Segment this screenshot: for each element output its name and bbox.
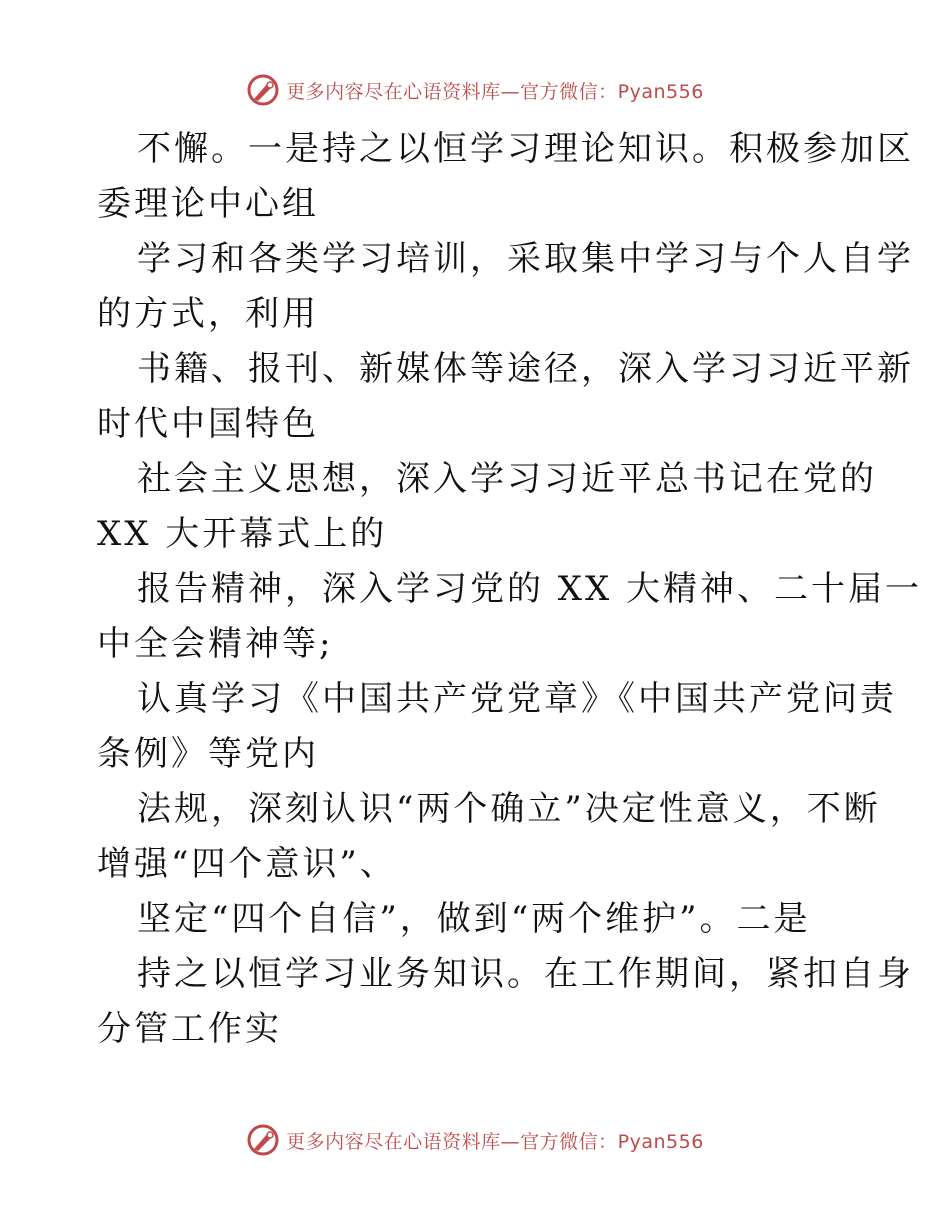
text-line: 社会主义思想，深入学习习近平总书记在党的: [137, 459, 877, 499]
watermark-text: 更多内容尽在心语资料库—官方微信：Pyan556: [286, 80, 704, 103]
text-line: 认真学习《中国共产党党章》《中国共产党问责: [137, 679, 897, 719]
text-line: 时代中国特色: [97, 404, 319, 444]
text-line: 的方式，利用: [97, 294, 319, 334]
watermark-text: 更多内容尽在心语资料库—官方微信：Pyan556: [286, 1130, 704, 1153]
text-line: XX 大开幕式上的: [97, 514, 388, 554]
text-line: 条例》等党内: [97, 734, 319, 774]
pen-logo-icon: [246, 1123, 280, 1157]
text-line: 法规，深刻认识“两个确立”决定性意义，不断: [137, 789, 881, 829]
text-line: 分管工作实: [97, 1009, 282, 1049]
footer-watermark: [0, 1120, 950, 1160]
text-line: 中全会精神等;: [97, 624, 334, 664]
text-line: 学习和各类学习培训，采取集中学习与个人自学: [137, 239, 914, 279]
text-line: 坚定“四个自信”，做到“两个维护”。二是: [137, 899, 811, 939]
text-line: 委理论中心组: [97, 184, 319, 224]
text-line: 增强“四个意识”、: [97, 844, 397, 884]
document-body: [97, 122, 923, 1057]
header-watermark: [0, 70, 950, 110]
pen-logo-icon: [246, 73, 280, 107]
text-line: 书籍、报刊、新媒体等途径，深入学习习近平新: [137, 349, 914, 389]
text-line: 不懈。一是持之以恒学习理论知识。积极参加区: [137, 129, 914, 169]
text-line: 报告精神，深入学习党的 XX 大精神、二十届一: [137, 569, 923, 609]
text-line: 持之以恒学习业务知识。在工作期间，紧扣自身: [137, 954, 914, 994]
